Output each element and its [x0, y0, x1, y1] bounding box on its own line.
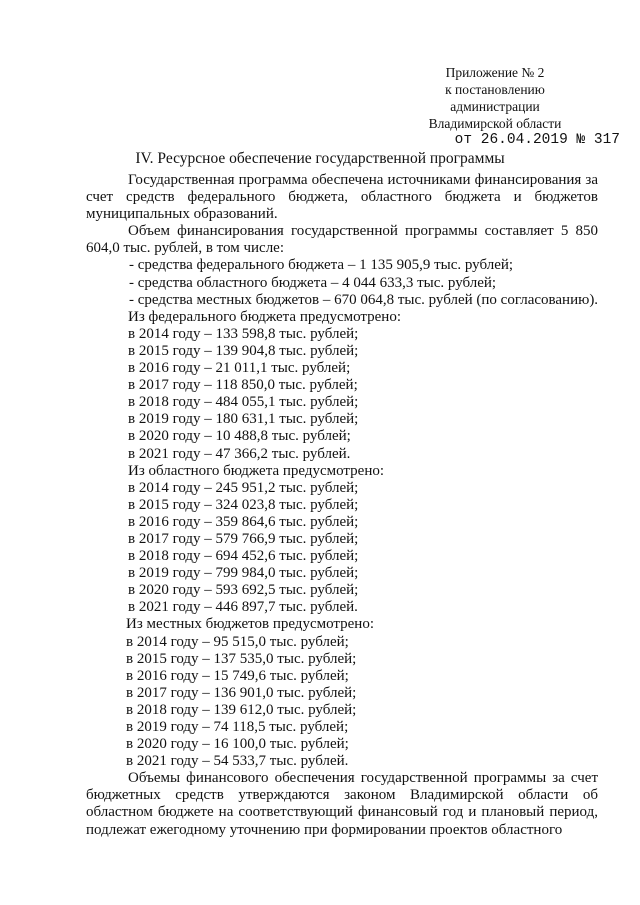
regional-item: в 2019 году – 799 984,0 тыс. рублей; — [128, 565, 359, 582]
local-item: в 2014 году – 95 515,0 тыс. рублей; — [126, 633, 349, 650]
closing-paragraph: Объемы финансового обеспечения государственной программы за счет бюджетных средств утверждаются законом Владимирской области об областном бюджете на соответствующий финансовый год и плановый период, подлежат ежегодному уточнению при формировании проектов областного — [86, 770, 598, 838]
local-section — [86, 616, 598, 770]
federal-item: в 2014 году – 133 598,8 тыс. рублей; — [128, 325, 359, 342]
regional-item: в 2017 году – 579 766,9 тыс. рублей; — [128, 530, 359, 547]
regional-item: в 2016 году – 359 864,6 тыс. рублей; — [128, 513, 359, 530]
regional-item: в 2014 году – 245 951,2 тыс. рублей; — [128, 479, 359, 496]
section-title: IV. Ресурсное обеспечение государственной программы — [135, 150, 505, 167]
federal-item: в 2019 году – 180 631,1 тыс. рублей; — [128, 411, 359, 428]
volume-paragraph: Объем финансирования государственной программы составляет 5 850 604,0 тыс. рублей, в том числе: — [86, 223, 598, 257]
local-item: в 2019 году – 74 118,5 тыс. рублей; — [126, 719, 349, 735]
federal-section — [86, 309, 598, 463]
local-item: в 2018 году – 139 612,0 тыс. рублей; — [126, 701, 357, 718]
regional-item: в 2021 году – 446 897,7 тыс. рублей. — [128, 599, 358, 616]
regional-item: в 2015 году – 324 023,8 тыс. рублей; — [128, 496, 359, 513]
regional-item: в 2020 году – 593 692,5 тыс. рублей; — [128, 582, 359, 599]
local-item: в 2021 году – 54 533,7 тыс. рублей. — [126, 753, 349, 770]
federal-item: в 2021 году – 47 366,2 тыс. рублей. — [128, 445, 351, 462]
appendix-number: Приложение № 2 — [445, 65, 545, 80]
local-heading: Из местных бюджетов предусмотрено: — [126, 616, 374, 633]
local-item: в 2017 году – 136 901,0 тыс. рублей; — [126, 684, 357, 701]
federal-item: в 2016 году – 21 011,1 тыс. рублей; — [128, 360, 351, 377]
local-item: в 2020 году – 16 100,0 тыс. рублей; — [126, 736, 349, 753]
federal-item: в 2020 году – 10 488,8 тыс. рублей; — [128, 428, 351, 445]
appendix-region: Владимирской области — [428, 116, 562, 131]
source-local: - средства местных бюджетов – 670 064,8 тыс. рублей (по согласованию). — [129, 291, 599, 308]
sources-list — [86, 257, 598, 308]
local-item: в 2015 году – 137 535,0 тыс. рублей; — [126, 650, 357, 667]
appendix-reference: к постановлению администрации — [445, 82, 545, 114]
local-item: в 2016 году – 15 749,6 тыс. рублей; — [126, 667, 349, 684]
document-body — [86, 172, 598, 839]
source-federal: - средства федерального бюджета – 1 135 905,9 тыс. рублей; — [129, 257, 514, 274]
regional-heading: Из областного бюджета предусмотрено: — [128, 462, 385, 479]
resolution-date-number: от 26.04.2019 № 317 — [454, 132, 620, 148]
federal-item: в 2017 году – 118 850,0 тыс. рублей; — [128, 377, 358, 394]
regional-item: в 2018 году – 694 452,6 тыс. рублей; — [128, 548, 359, 565]
regional-section — [86, 463, 598, 617]
intro-paragraph: Государственная программа обеспечена источниками финансирования за счет средств федерального бюджета, областного бюджета и бюджетов муниципальных образований. — [86, 172, 598, 223]
source-regional: - средства областного бюджета – 4 044 633,3 тыс. рублей; — [129, 274, 497, 291]
appendix-block — [410, 64, 620, 149]
federal-item: в 2015 году – 139 904,8 тыс. рублей; — [128, 342, 359, 359]
federal-item: в 2018 году – 484 055,1 тыс. рублей; — [128, 394, 359, 411]
federal-heading: Из федерального бюджета предусмотрено: — [128, 308, 401, 325]
